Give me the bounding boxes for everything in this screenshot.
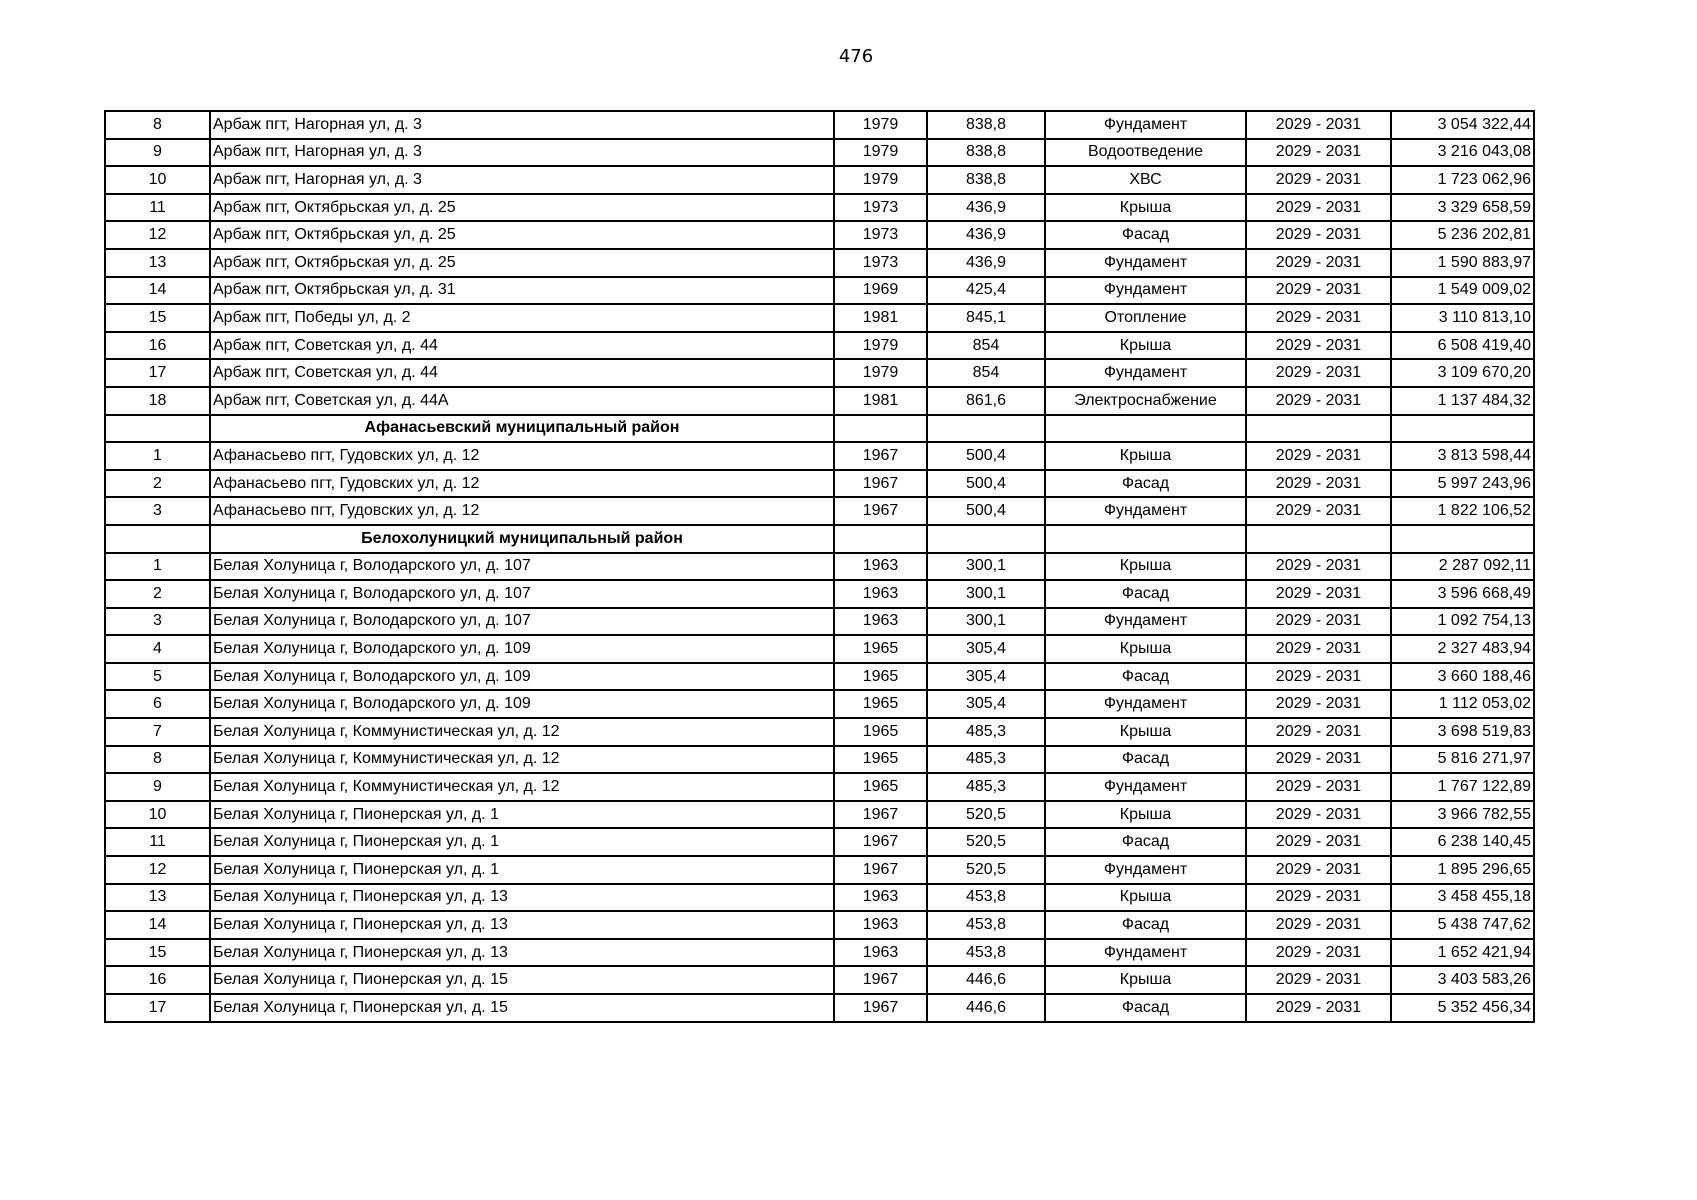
cell-address: Арбаж пгт, Нагорная ул, д. 3 <box>210 139 834 167</box>
cell-work-type: Крыша <box>1045 442 1246 470</box>
cell-address: Белая Холуница г, Володарского ул, д. 107 <box>210 553 834 581</box>
cell-work-type: Крыша <box>1045 966 1246 994</box>
cell-area: 300,1 <box>927 608 1045 636</box>
cell-address: Арбаж пгт, Советская ул, д. 44 <box>210 332 834 360</box>
cell-number: 13 <box>105 884 210 912</box>
table-row <box>105 911 1534 939</box>
cell-cost: 1 652 421,94 <box>1391 939 1534 967</box>
cell-year: 1963 <box>834 884 927 912</box>
cell-period: 2029 - 2031 <box>1246 470 1391 498</box>
section-row <box>105 415 1534 443</box>
cell-area: 300,1 <box>927 580 1045 608</box>
cell-address: Белая Холуница г, Володарского ул, д. 109 <box>210 690 834 718</box>
cell-cost: 5 438 747,62 <box>1391 911 1534 939</box>
cell-work-type: Водоотведение <box>1045 139 1246 167</box>
cell-number: 7 <box>105 718 210 746</box>
cell-address: Арбаж пгт, Нагорная ул, д. 3 <box>210 166 834 194</box>
cell-number: 4 <box>105 635 210 663</box>
empty-cell <box>834 415 927 443</box>
table-row <box>105 828 1534 856</box>
table-row <box>105 994 1534 1022</box>
empty-cell <box>1246 525 1391 553</box>
table-row <box>105 249 1534 277</box>
cell-work-type: Фасад <box>1045 580 1246 608</box>
table-row <box>105 221 1534 249</box>
cell-address: Белая Холуница г, Коммунистическая ул, д. 12 <box>210 773 834 801</box>
table-row <box>105 277 1534 305</box>
cell-period: 2029 - 2031 <box>1246 221 1391 249</box>
section-row <box>105 525 1534 553</box>
cell-address: Арбаж пгт, Октябрьская ул, д. 25 <box>210 221 834 249</box>
cell-year: 1967 <box>834 801 927 829</box>
table-row <box>105 139 1534 167</box>
cell-work-type: Крыша <box>1045 718 1246 746</box>
table-row <box>105 884 1534 912</box>
table-row <box>105 718 1534 746</box>
cell-area: 453,8 <box>927 884 1045 912</box>
table-row <box>105 304 1534 332</box>
cell-number: 14 <box>105 911 210 939</box>
table-row <box>105 442 1534 470</box>
cell-year: 1973 <box>834 249 927 277</box>
empty-cell <box>1391 525 1534 553</box>
cell-work-type: Фундамент <box>1045 111 1246 139</box>
cell-address: Белая Холуница г, Коммунистическая ул, д. 12 <box>210 718 834 746</box>
cell-area: 485,3 <box>927 718 1045 746</box>
cell-address: Белая Холуница г, Володарского ул, д. 109 <box>210 663 834 691</box>
cell-year: 1965 <box>834 635 927 663</box>
cell-address: Белая Холуница г, Пионерская ул, д. 13 <box>210 911 834 939</box>
table-body <box>105 111 1534 1022</box>
empty-cell <box>1246 415 1391 443</box>
cell-address: Белая Холуница г, Пионерская ул, д. 15 <box>210 994 834 1022</box>
cell-number: 10 <box>105 801 210 829</box>
cell-period: 2029 - 2031 <box>1246 773 1391 801</box>
cell-year: 1967 <box>834 966 927 994</box>
cell-period: 2029 - 2031 <box>1246 856 1391 884</box>
cell-area: 305,4 <box>927 663 1045 691</box>
cell-area: 436,9 <box>927 194 1045 222</box>
cell-number: 2 <box>105 470 210 498</box>
cell-area: 305,4 <box>927 635 1045 663</box>
cell-address: Арбаж пгт, Нагорная ул, д. 3 <box>210 111 834 139</box>
cell-work-type: Крыша <box>1045 553 1246 581</box>
cell-year: 1965 <box>834 690 927 718</box>
table-row <box>105 194 1534 222</box>
cell-area: 485,3 <box>927 746 1045 774</box>
cell-year: 1963 <box>834 911 927 939</box>
section-title: Афанасьевский муниципальный район <box>210 415 834 443</box>
cell-work-type: Крыша <box>1045 332 1246 360</box>
cell-address: Белая Холуница г, Коммунистическая ул, д. 12 <box>210 746 834 774</box>
table-row <box>105 608 1534 636</box>
cell-period: 2029 - 2031 <box>1246 139 1391 167</box>
cell-work-type: Фундамент <box>1045 856 1246 884</box>
cell-work-type: Фасад <box>1045 663 1246 691</box>
cell-period: 2029 - 2031 <box>1246 497 1391 525</box>
cell-period: 2029 - 2031 <box>1246 608 1391 636</box>
cell-period: 2029 - 2031 <box>1246 249 1391 277</box>
cell-period: 2029 - 2031 <box>1246 663 1391 691</box>
cell-cost: 1 822 106,52 <box>1391 497 1534 525</box>
cell-work-type: Фундамент <box>1045 773 1246 801</box>
cell-work-type: Фасад <box>1045 221 1246 249</box>
table-row <box>105 580 1534 608</box>
cell-work-type: Электроснабжение <box>1045 387 1246 415</box>
cell-work-type: Фасад <box>1045 470 1246 498</box>
cell-period: 2029 - 2031 <box>1246 553 1391 581</box>
table-row <box>105 801 1534 829</box>
cell-year: 1979 <box>834 166 927 194</box>
cell-number: 17 <box>105 359 210 387</box>
table-row <box>105 111 1534 139</box>
cell-year: 1963 <box>834 580 927 608</box>
cell-cost: 2 327 483,94 <box>1391 635 1534 663</box>
empty-cell <box>834 525 927 553</box>
cell-year: 1967 <box>834 470 927 498</box>
cell-cost: 6 508 419,40 <box>1391 332 1534 360</box>
cell-address: Арбаж пгт, Советская ул, д. 44 <box>210 359 834 387</box>
cell-period: 2029 - 2031 <box>1246 718 1391 746</box>
cell-year: 1967 <box>834 497 927 525</box>
cell-period: 2029 - 2031 <box>1246 194 1391 222</box>
cell-area: 838,8 <box>927 139 1045 167</box>
empty-cell <box>105 415 210 443</box>
cell-year: 1967 <box>834 856 927 884</box>
cell-area: 500,4 <box>927 442 1045 470</box>
cell-year: 1969 <box>834 277 927 305</box>
cell-area: 520,5 <box>927 856 1045 884</box>
cell-area: 436,9 <box>927 221 1045 249</box>
cell-cost: 3 054 322,44 <box>1391 111 1534 139</box>
cell-number: 15 <box>105 304 210 332</box>
cell-period: 2029 - 2031 <box>1246 690 1391 718</box>
cell-cost: 3 403 583,26 <box>1391 966 1534 994</box>
cell-address: Арбаж пгт, Советская ул, д. 44А <box>210 387 834 415</box>
cell-work-type: Фундамент <box>1045 277 1246 305</box>
cell-number: 2 <box>105 580 210 608</box>
cell-area: 854 <box>927 332 1045 360</box>
cell-cost: 1 723 062,96 <box>1391 166 1534 194</box>
cell-year: 1967 <box>834 442 927 470</box>
cell-area: 838,8 <box>927 166 1045 194</box>
cell-address: Белая Холуница г, Володарского ул, д. 107 <box>210 608 834 636</box>
cell-number: 11 <box>105 194 210 222</box>
table-row <box>105 470 1534 498</box>
cell-cost: 1 767 122,89 <box>1391 773 1534 801</box>
cell-number: 17 <box>105 994 210 1022</box>
cell-address: Арбаж пгт, Октябрьская ул, д. 31 <box>210 277 834 305</box>
cell-address: Белая Холуница г, Пионерская ул, д. 1 <box>210 801 834 829</box>
cell-year: 1965 <box>834 773 927 801</box>
cell-area: 838,8 <box>927 111 1045 139</box>
cell-cost: 3 458 455,18 <box>1391 884 1534 912</box>
empty-cell <box>927 415 1045 443</box>
cell-number: 13 <box>105 249 210 277</box>
cell-number: 3 <box>105 608 210 636</box>
cell-period: 2029 - 2031 <box>1246 442 1391 470</box>
empty-cell <box>1045 525 1246 553</box>
cell-period: 2029 - 2031 <box>1246 746 1391 774</box>
cell-year: 1979 <box>834 111 927 139</box>
cell-work-type: Фундамент <box>1045 939 1246 967</box>
cell-address: Афанасьево пгт, Гудовских ул, д. 12 <box>210 497 834 525</box>
cell-work-type: Крыша <box>1045 884 1246 912</box>
cell-period: 2029 - 2031 <box>1246 939 1391 967</box>
cell-cost: 6 238 140,45 <box>1391 828 1534 856</box>
cell-address: Белая Холуница г, Пионерская ул, д. 1 <box>210 828 834 856</box>
cell-number: 12 <box>105 221 210 249</box>
cell-period: 2029 - 2031 <box>1246 966 1391 994</box>
cell-address: Белая Холуница г, Володарского ул, д. 109 <box>210 635 834 663</box>
table-row <box>105 553 1534 581</box>
table-row <box>105 773 1534 801</box>
cell-cost: 1 549 009,02 <box>1391 277 1534 305</box>
cell-year: 1963 <box>834 939 927 967</box>
cell-address: Белая Холуница г, Пионерская ул, д. 1 <box>210 856 834 884</box>
cell-number: 18 <box>105 387 210 415</box>
cell-address: Афанасьево пгт, Гудовских ул, д. 12 <box>210 442 834 470</box>
cell-work-type: Фундамент <box>1045 497 1246 525</box>
cell-number: 16 <box>105 966 210 994</box>
cell-cost: 5 352 456,34 <box>1391 994 1534 1022</box>
table-row <box>105 746 1534 774</box>
table-row <box>105 690 1534 718</box>
cell-period: 2029 - 2031 <box>1246 111 1391 139</box>
cell-work-type: Фундамент <box>1045 359 1246 387</box>
table-row <box>105 663 1534 691</box>
table-row <box>105 359 1534 387</box>
cell-address: Арбаж пгт, Победы ул, д. 2 <box>210 304 834 332</box>
cell-cost: 1 590 883,97 <box>1391 249 1534 277</box>
cell-number: 1 <box>105 442 210 470</box>
cell-period: 2029 - 2031 <box>1246 332 1391 360</box>
cell-work-type: Крыша <box>1045 194 1246 222</box>
cell-address: Арбаж пгт, Октябрьская ул, д. 25 <box>210 194 834 222</box>
cell-number: 16 <box>105 332 210 360</box>
cell-area: 453,8 <box>927 939 1045 967</box>
cell-address: Белая Холуница г, Пионерская ул, д. 13 <box>210 884 834 912</box>
cell-year: 1965 <box>834 718 927 746</box>
cell-number: 9 <box>105 139 210 167</box>
cell-area: 854 <box>927 359 1045 387</box>
cell-cost: 1 112 053,02 <box>1391 690 1534 718</box>
table-row <box>105 497 1534 525</box>
cell-address: Афанасьево пгт, Гудовских ул, д. 12 <box>210 470 834 498</box>
cell-area: 446,6 <box>927 994 1045 1022</box>
page-number: 476 <box>838 46 874 67</box>
cell-work-type: Фундамент <box>1045 249 1246 277</box>
cell-number: 6 <box>105 690 210 718</box>
cell-area: 500,4 <box>927 470 1045 498</box>
cell-work-type: Фундамент <box>1045 690 1246 718</box>
cell-cost: 3 813 598,44 <box>1391 442 1534 470</box>
section-title: Белохолуницкий муниципальный район <box>210 525 834 553</box>
cell-number: 8 <box>105 111 210 139</box>
cell-area: 446,6 <box>927 966 1045 994</box>
cell-year: 1981 <box>834 304 927 332</box>
cell-number: 1 <box>105 553 210 581</box>
cell-cost: 5 236 202,81 <box>1391 221 1534 249</box>
cell-number: 5 <box>105 663 210 691</box>
cell-cost: 3 109 670,20 <box>1391 359 1534 387</box>
cell-period: 2029 - 2031 <box>1246 277 1391 305</box>
table-row <box>105 635 1534 663</box>
cell-cost: 3 966 782,55 <box>1391 801 1534 829</box>
cell-area: 305,4 <box>927 690 1045 718</box>
cell-area: 425,4 <box>927 277 1045 305</box>
cell-area: 500,4 <box>927 497 1045 525</box>
cell-work-type: Фасад <box>1045 911 1246 939</box>
cell-year: 1973 <box>834 221 927 249</box>
cell-cost: 3 110 813,10 <box>1391 304 1534 332</box>
cell-number: 11 <box>105 828 210 856</box>
cell-address: Белая Холуница г, Пионерская ул, д. 13 <box>210 939 834 967</box>
cell-year: 1965 <box>834 663 927 691</box>
cell-period: 2029 - 2031 <box>1246 304 1391 332</box>
cell-address: Белая Холуница г, Пионерская ул, д. 15 <box>210 966 834 994</box>
cell-period: 2029 - 2031 <box>1246 828 1391 856</box>
cell-cost: 3 216 043,08 <box>1391 139 1534 167</box>
cell-address: Арбаж пгт, Октябрьская ул, д. 25 <box>210 249 834 277</box>
cell-area: 300,1 <box>927 553 1045 581</box>
table-row <box>105 939 1534 967</box>
cell-area: 436,9 <box>927 249 1045 277</box>
cell-period: 2029 - 2031 <box>1246 387 1391 415</box>
cell-cost: 3 596 668,49 <box>1391 580 1534 608</box>
cell-year: 1965 <box>834 746 927 774</box>
cell-cost: 3 329 658,59 <box>1391 194 1534 222</box>
cell-area: 453,8 <box>927 911 1045 939</box>
cell-period: 2029 - 2031 <box>1246 911 1391 939</box>
cell-period: 2029 - 2031 <box>1246 801 1391 829</box>
cell-cost: 5 816 271,97 <box>1391 746 1534 774</box>
cell-year: 1979 <box>834 332 927 360</box>
cell-period: 2029 - 2031 <box>1246 884 1391 912</box>
cell-period: 2029 - 2031 <box>1246 359 1391 387</box>
table-row <box>105 856 1534 884</box>
cell-year: 1967 <box>834 994 927 1022</box>
cell-year: 1979 <box>834 359 927 387</box>
cell-cost: 1 092 754,13 <box>1391 608 1534 636</box>
cell-cost: 1 895 296,65 <box>1391 856 1534 884</box>
cell-number: 3 <box>105 497 210 525</box>
cell-year: 1963 <box>834 553 927 581</box>
cell-cost: 1 137 484,32 <box>1391 387 1534 415</box>
cell-number: 12 <box>105 856 210 884</box>
repair-program-table <box>104 110 1535 1023</box>
cell-cost: 3 660 188,46 <box>1391 663 1534 691</box>
cell-area: 520,5 <box>927 801 1045 829</box>
cell-cost: 2 287 092,11 <box>1391 553 1534 581</box>
cell-period: 2029 - 2031 <box>1246 580 1391 608</box>
cell-year: 1979 <box>834 139 927 167</box>
cell-cost: 5 997 243,96 <box>1391 470 1534 498</box>
table-row <box>105 966 1534 994</box>
cell-area: 861,6 <box>927 387 1045 415</box>
cell-work-type: ХВС <box>1045 166 1246 194</box>
cell-year: 1963 <box>834 608 927 636</box>
cell-work-type: Крыша <box>1045 801 1246 829</box>
cell-area: 845,1 <box>927 304 1045 332</box>
cell-year: 1981 <box>834 387 927 415</box>
table-row <box>105 332 1534 360</box>
cell-work-type: Фундамент <box>1045 608 1246 636</box>
empty-cell <box>1391 415 1534 443</box>
cell-cost: 3 698 519,83 <box>1391 718 1534 746</box>
cell-period: 2029 - 2031 <box>1246 635 1391 663</box>
cell-number: 9 <box>105 773 210 801</box>
empty-cell <box>1045 415 1246 443</box>
cell-year: 1973 <box>834 194 927 222</box>
cell-year: 1967 <box>834 828 927 856</box>
empty-cell <box>927 525 1045 553</box>
cell-area: 520,5 <box>927 828 1045 856</box>
cell-number: 8 <box>105 746 210 774</box>
cell-area: 485,3 <box>927 773 1045 801</box>
cell-work-type: Фасад <box>1045 828 1246 856</box>
cell-period: 2029 - 2031 <box>1246 994 1391 1022</box>
cell-address: Белая Холуница г, Володарского ул, д. 107 <box>210 580 834 608</box>
cell-work-type: Крыша <box>1045 635 1246 663</box>
cell-period: 2029 - 2031 <box>1246 166 1391 194</box>
cell-work-type: Фасад <box>1045 994 1246 1022</box>
cell-work-type: Отопление <box>1045 304 1246 332</box>
cell-work-type: Фасад <box>1045 746 1246 774</box>
cell-number: 14 <box>105 277 210 305</box>
empty-cell <box>105 525 210 553</box>
table-row <box>105 166 1534 194</box>
cell-number: 15 <box>105 939 210 967</box>
table-row <box>105 387 1534 415</box>
cell-number: 10 <box>105 166 210 194</box>
